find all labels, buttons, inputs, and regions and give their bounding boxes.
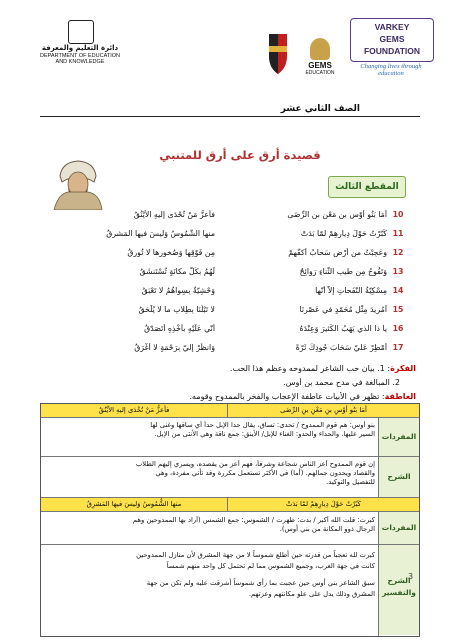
poem-verse [60,248,405,266]
adek-english-name: DEPARTMENT OF EDUCATION AND KNOWLEDGE [40,53,120,65]
gems-logo [300,38,340,76]
verse-first-half: كَبّرْتُ حَوْلَ دِيارِهِمْ لمّا بَدَتْ [300,229,387,238]
table-verse-first-half: كَبّرْتُ حَوْلَ دِيارِهِمْ لمّا بَدَتْ [228,498,419,511]
vocab-label: المفردات [379,512,419,544]
table-verse-second-half: فأعزُّ مَنْ تُحْدَى إليهِ الأيْنُقُ [41,404,227,417]
explanation-text: كبرت لله تعجباً من قدرته حين أطلع شموساً لا من جهة المشرق لأن منازل الممدوحين كانت في جهة الغرب، وجميع الشموس مما لم تحتمل كل واحد منهم شمساً سبق الشاعر بني أوس حين عجبت بما رأى شموساً أشرقت عليه ولم تكن من جهة المشرق وذلك يدل على علو مكانتهم وعزتهم. [136,551,375,598]
verse-second-half: فأعزُّ مَنْ تُحْدَى إليهِ الأيْنُقُ [133,210,215,219]
vocab-label: المفردات [379,418,419,456]
explanation-text: إن قوم الممدوح أعز الناس شجاعة وشرفاً، فهم أعز من يقصده، ويسري إليهم الطلاب والقصاد ويحدون جمالهم. (أما) في الأكثر تستعمل مكررة وقد تأتي مفردة، وهي للتفصيل والتوكيد. [135,460,375,486]
poem-verse [60,286,405,304]
poem-title: قصيدة أرق على أرق للمتنبي [159,148,321,162]
verse-number: 15 [392,305,404,314]
emotion-text: : تظهر في الأبيات عاطفة الإعجاب والفخر بالممدوح وقومه. [189,392,385,401]
verse-number: 11 [392,229,404,238]
poem-verse [60,343,405,361]
header-divider [40,116,420,117]
verse-second-half: أنّي عَلَيْهِ بأخْذِهِ أتَصَدّقُ [144,324,215,333]
gems-mark-icon [310,38,330,60]
school-crest-icon [268,32,288,76]
verse-first-half: أمْطِرْ عَليّ سَحَابَ جُودِكَ ثَرّةً [295,343,387,352]
explanation-label: الشرح [379,457,419,497]
verse-second-half: مِن فَوْقِها وَصُخورِها لا تُورِقُ [127,248,215,257]
page-number: 3 [408,572,414,581]
varkey-badge: VARKEY GEMS FOUNDATION [350,18,434,62]
table-rule [41,497,419,498]
idea-text: : 1. بيان حب الشاعر لممدوحه وعظم هذا الحب. [229,364,391,373]
table-verse-first-half: أمَا بَنُو أوْسِ بنِ مَعْنِ بنِ الرِّضَى [228,404,419,417]
verse-first-half: وعَجِبْتُ من أرْضٍ سَحابُ أكفّهمْ [288,248,387,257]
verse-second-half: وَانظُرْ إليّ بِرَحْمَةٍ لا أغْرَقُ [134,343,215,352]
poem-verse [60,324,405,342]
verse-number: 16 [392,324,404,333]
verse-number: 12 [392,248,404,257]
table-verse-second-half: منها الشُّمُوسُ وَليسَ فيها المَشرِقُ [41,498,227,511]
poem-verse [60,210,405,228]
table-rule [41,417,419,418]
poet-portrait [50,158,104,210]
adek-logo [40,20,120,70]
table-rule [378,417,379,497]
emotion-line [40,392,416,401]
verse-first-half: وَتَفُوحُ مِن طيبِ الثّناءِ رَوائِحٌ [299,267,387,276]
varkey-tagline: Changing lives through education [360,63,422,77]
idea-line-2: 2. المبالغة في مدح محمد بن أوس. [283,378,400,387]
poem-verse [60,267,405,285]
verse-number: 13 [392,267,404,276]
poem-verse [60,305,405,323]
table-rule [227,498,228,511]
adek-arabic-name: دائرة التعليم والمعرفة [41,44,119,52]
grade-label: الصف الثاني عشر [280,104,360,114]
analysis-table [40,403,420,637]
verse-number: 14 [392,286,404,295]
table-rule [378,511,379,636]
section-badge: المقطع الثالث [328,176,406,198]
table-rule [41,544,419,545]
explanation-label: الشرح والتفسير [379,545,419,635]
idea-label: الفكرة [390,364,416,373]
table-rule [227,404,228,417]
verse-first-half: مِسْكِيّةُ النّفَحاتِ إلاّ أنّها [315,286,387,295]
gems-wordmark: GEMS EDUCATION [305,61,335,76]
verse-second-half: لَهُمُ بكُلّ مكانَةٍ تُسْتَنشَقُ [139,267,215,276]
emotion-label: العاطفة [384,392,416,401]
verse-first-half: أمَا بَنُو أوْسِ بنِ مَعْنِ بنِ الرِّضَى [287,210,387,219]
verse-first-half: يا ذا الذي يَهَبُ الكَثيرَ وَعِنْدَهُ [299,324,387,333]
poem-verse [60,229,405,247]
verse-second-half: منها الشُّمُوسُ وَليسَ فيها المَشرِقُ [106,229,215,238]
table-rule [41,456,419,457]
vocab-text: كبرت: قلت الله أكبر / بدت: ظهرت / الشموس: جمع الشمس (أراد بها الممدوحين وهم الرجال ذوو المكانة من بني أوس). [132,516,375,533]
varkey-foundation-logo [350,18,432,88]
table-rule [41,511,419,512]
emblem-icon [68,20,94,44]
verse-number: 17 [392,343,404,352]
vocab-text: بنو أوس: هم قوم الممدوح / تحدى: تساق، يقال حدا الإبل حداً أي ساقها وغنى لها السير عليها. والحداء والحدو: الغناء للإبل/ الأينق: جمع ناقة وهي الأنثى من الإبل. [150,421,375,438]
verse-first-half: أمُريدَ مِثْلِ مُحَمّدٍ في عَصْرِنَا [299,305,387,314]
verse-second-half: وَحْشِيّةٌ بِسِواهُمُ لا تَعْبَقُ [141,286,215,295]
idea-line [40,364,416,373]
verse-number: 10 [392,210,404,219]
verse-second-half: لا تَبْلُنَا بِطِلابِ ما لا يُلْحَقُ [138,305,215,314]
